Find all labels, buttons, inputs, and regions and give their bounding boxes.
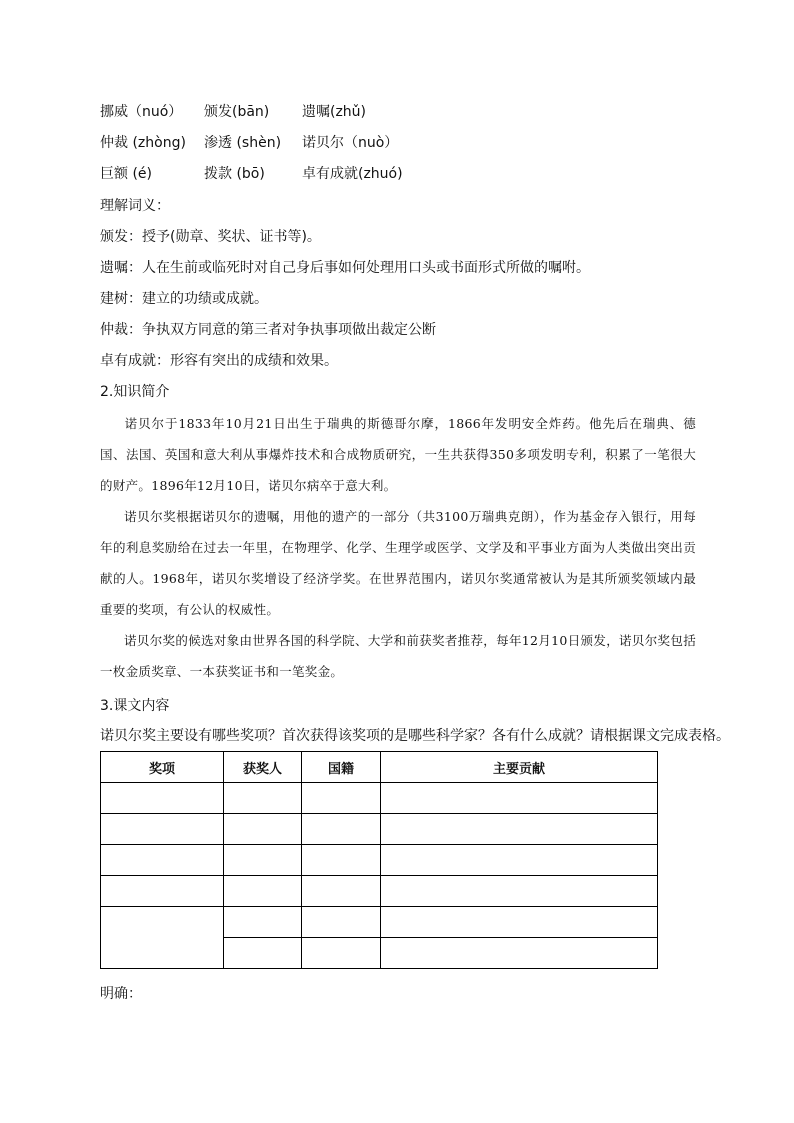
header-winner: 获奖人 <box>224 752 302 783</box>
pron-item: 颁发(bān) <box>204 104 270 120</box>
pron-item: 仲裁 (zhòng) <box>100 135 186 151</box>
table-cell[interactable] <box>381 783 658 814</box>
awards-table <box>100 751 658 969</box>
table-cell[interactable] <box>302 907 381 938</box>
table-header-row <box>101 752 658 783</box>
table-row <box>101 783 658 814</box>
section-2-heading: 2.知识简介 <box>100 384 170 400</box>
pron-item: 挪威（nuó） <box>100 104 183 120</box>
header-contribution: 主要贡献 <box>381 752 658 783</box>
header-award: 奖项 <box>101 752 224 783</box>
pron-item: 诺贝尔（nuò） <box>302 135 399 151</box>
paragraph-text: 诺贝尔奖的候选对象由世界各国的科学院、大学和前获奖者推荐，每年12月10日颁发，诺贝尔奖包括一枚金质奖章、一本获奖证书和一笔奖金。 <box>100 633 696 679</box>
table-cell[interactable] <box>101 845 224 876</box>
table-cell[interactable] <box>381 845 658 876</box>
pron-item: 渗透 (shèn) <box>204 135 282 151</box>
table-cell[interactable] <box>101 876 224 907</box>
answer-label: 明确： <box>100 986 142 1002</box>
table-row <box>101 814 658 845</box>
table-cell[interactable] <box>101 783 224 814</box>
table-cell[interactable] <box>302 814 381 845</box>
table-cell[interactable] <box>381 938 658 969</box>
paragraph-text: 诺贝尔奖根据诺贝尔的遗嘱，用他的遗产的一部分（共3100万瑞典克朗），作为基金存入银行，用每年的利息奖励给在过去一年里，在物理学、化学、生理学或医学、文学及和平事业方面为人类做出突出贡献的人。1968年，诺贝尔奖增设了经济学奖。在世界范围内，诺贝尔奖通常被认为是其所颁奖领域内最重要的奖项，有公认的权威性。 <box>100 509 696 617</box>
vocab-item: 遗嘱：人在生前或临死时对自己身后事如何处理用口头或书面形式所做的嘱咐。 <box>100 260 590 276</box>
header-nationality: 国籍 <box>302 752 381 783</box>
section-3-heading: 3.课文内容 <box>100 698 170 714</box>
pron-item: 巨额 (é) <box>100 166 152 182</box>
pron-item: 遗嘱(zhǔ) <box>302 104 367 120</box>
table-row <box>101 876 658 907</box>
table-cell[interactable] <box>381 907 658 938</box>
paragraph-text: 诺贝尔于1833年10月21日出生于瑞典的斯德哥尔摩，1866年发明安全炸药。他先后在瑞典、德国、法国、英国和意大利从事爆炸技术和合成物质研究，一生共获得350多项发明专利，积累了一笔很大的财产。1896年12月10日，诺贝尔病卒于意大利。 <box>100 416 696 493</box>
vocab-item: 颁发：授予(勋章、奖状、证书等)。 <box>100 229 321 245</box>
table-cell[interactable] <box>224 783 302 814</box>
vocab-item: 建树：建立的功绩或成就。 <box>100 291 268 307</box>
vocab-item: 卓有成就：形容有突出的成绩和效果。 <box>100 353 338 369</box>
table-cell[interactable] <box>101 814 224 845</box>
intro-paragraph-2 <box>100 501 696 625</box>
vocab-item: 仲裁：争执双方同意的第三者对争执事项做出裁定公断 <box>100 322 436 338</box>
table-cell[interactable] <box>381 876 658 907</box>
table-cell-merged[interactable] <box>101 907 224 969</box>
pron-item: 拨款 (bō) <box>204 166 265 182</box>
intro-paragraph-1 <box>100 408 696 501</box>
table-cell[interactable] <box>302 845 381 876</box>
table-row <box>101 845 658 876</box>
table-cell[interactable] <box>302 783 381 814</box>
table-cell[interactable] <box>224 938 302 969</box>
vocab-heading: 理解词义： <box>100 198 170 214</box>
table-cell[interactable] <box>302 876 381 907</box>
table-cell[interactable] <box>381 814 658 845</box>
table-cell[interactable] <box>224 845 302 876</box>
table-cell[interactable] <box>224 907 302 938</box>
question-text: 诺贝尔奖主要设有哪些奖项？首次获得该奖项的是哪些科学家？各有什么成就？请根据课文完成表格。 <box>100 728 730 744</box>
table-cell[interactable] <box>224 876 302 907</box>
table-cell[interactable] <box>224 814 302 845</box>
intro-paragraph-3 <box>100 625 696 687</box>
pron-item: 卓有成就(zhuó) <box>302 166 403 182</box>
table-row <box>101 907 658 938</box>
table-cell[interactable] <box>302 938 381 969</box>
